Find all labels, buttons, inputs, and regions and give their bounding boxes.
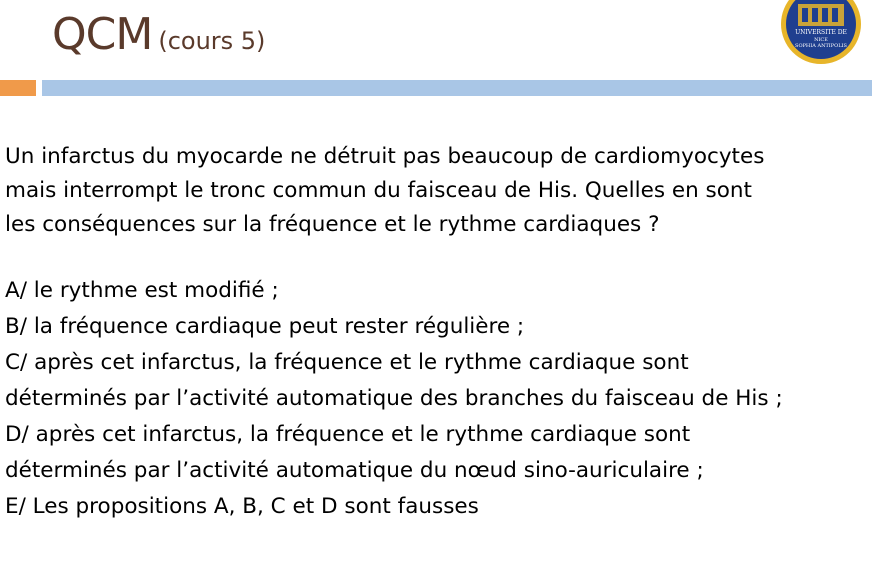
- question-line: les conséquences sur la fréquence et le rythme cardiaques ?: [5, 212, 660, 237]
- option-d-continued: déterminés par l’activité automatique du nœud sino-auriculaire ;: [5, 458, 704, 483]
- question-line: Un infarctus du myocarde ne détruit pas beaucoup de cardiomyocytes: [5, 144, 765, 169]
- logo-text-line-1: UNIVERSITE DE: [795, 29, 847, 36]
- logo-text-line-2: NICE: [814, 37, 828, 43]
- option-e: E/ Les propositions A, B, C et D sont fausses: [5, 494, 479, 519]
- logo-text-line-3: SOPHIA ANTIPOLIS: [795, 43, 847, 49]
- answer-options: [5, 273, 867, 525]
- option-c-continued: déterminés par l’activité automatique des branches du faisceau de His ;: [5, 386, 783, 411]
- title-main: QCM: [52, 9, 153, 60]
- question-line: mais interrompt le tronc commun du faisceau de His. Quelles en sont: [5, 178, 752, 203]
- question-text: [5, 140, 867, 242]
- option-c: C/ après cet infarctus, la fréquence et le rythme cardiaque sont: [5, 350, 689, 375]
- option-a: A/ le rythme est modifié ;: [5, 278, 279, 303]
- title-subtitle: (cours 5): [158, 27, 266, 55]
- accent-bar-blue: [42, 80, 872, 96]
- slide-title: [52, 4, 265, 66]
- option-b: B/ la fréquence cardiaque peut rester régulière ;: [5, 314, 525, 339]
- slide-content: [5, 140, 867, 525]
- option-d: D/ après cet infarctus, la fréquence et le rythme cardiaque sont: [5, 422, 691, 447]
- university-logo: [766, 0, 872, 66]
- accent-bar-orange: [0, 80, 36, 96]
